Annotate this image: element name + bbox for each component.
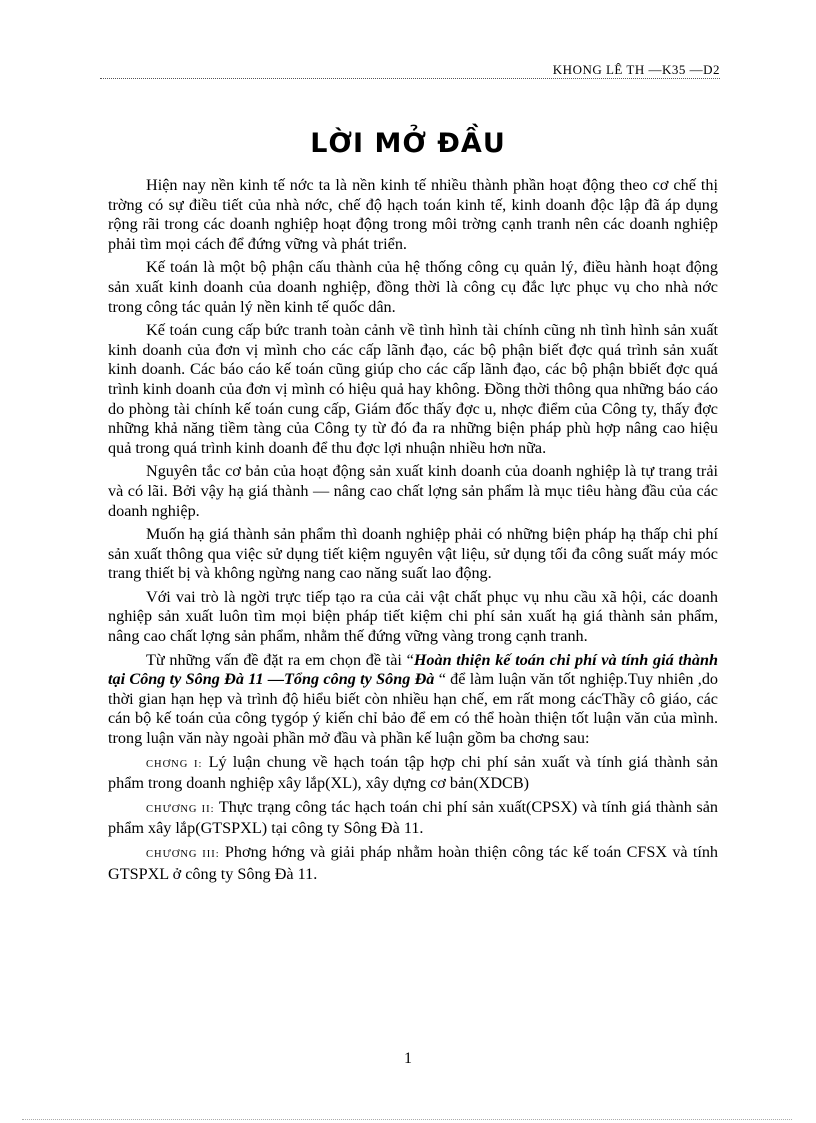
chapter-2-label: CHƯƠNG II:: [146, 803, 215, 815]
paragraph-6: Với vai trò là ngời trực tiếp tạo ra của cải vật chất phục vụ nhu cầu xã hội, các doanh nghiệp sản xuất luôn tìm mọi biện pháp tiết kiệm chi phí sản xuất hạ giá thành sản phẩm, nâng cao chất lợng sản phẩm, nhằm thế đứng vững vàng trong cạnh tranh.: [108, 587, 718, 646]
paragraph-3: Kế toán cung cấp bức tranh toàn cảnh về tình hình tài chính cũng nh tình hình sản xuất kinh doanh của đơn vị mình cho các cấp lãnh đạo, các bộ phận biết đợc quá trình sản xuất kinh doanh. Các báo cáo kế toán cũng giúp cho các cấp lãnh đạo, các bộ phận bbiết đợc quá trình kinh doanh của đơn vị mình có hiệu quả hay không. Đồng thời thông qua những báo cáo do phòng tài chính kế toán cung cấp, Giám đốc thấy đợc u, nhợc điểm của Công ty, thấy đợc những khả năng tiềm tàng của Công ty từ đó đa ra những biện pháp phù hợp nâng cao hiệu quả trong quá trình kinh doanh để thu đợc lợi nhuận nhiều hơn nữa.: [108, 321, 718, 457]
paragraph-1: Hiện nay nền kinh tế nớc ta là nền kinh tế nhiều thành phần hoạt động theo cơ chế thị trờng có sự điều tiết của nhà nớc, chế độ hạch toán kinh tế, kinh doanh độc lập đã áp dụng rộng rãi trong các doanh nghiệp hoạt động trong môi trờng cạnh tranh nên các doanh nghiệp phải tìm mọi cách để đứng vững và phát triển.: [108, 176, 718, 253]
header-text: KHONG LÊ TH —K35 —D2: [552, 62, 720, 77]
paragraph-5: Muốn hạ giá thành sản phẩm thì doanh nghiệp phải có những biện pháp hạ thấp chi phí sản xuất thông qua việc sử dụng tiết kiệm nguyên vật liệu, sử dụng tối đa công suất máy móc trang thiết bị và không ngừng nang cao năng suất lao động.: [108, 525, 718, 583]
topic-rest: “ để làm luận văn tốt nghiệp.Tuy nhiên ,do thời gian hạn hẹp và trình độ hiểu biết còn nhiều hạn chế, em rất mong cácThầy cô giáo, các cán bộ kế toán của công tygóp ý kiến chỉ bảo để em có thể hoàn thiện tốt luận văn của mình. trong luận văn này ngoài phần mở đầu và phần kế luận gồm ba chơng sau:: [108, 670, 719, 748]
topic-paragraph: [108, 651, 718, 749]
document-body: [108, 176, 718, 888]
chapter-1-label: CHƠNG I:: [146, 758, 203, 770]
topic-intro: Từ những vấn đề đặt ra em chọn đề tài “: [146, 650, 414, 669]
chapter-3: [108, 843, 718, 884]
chapter-3-label: CHƯƠNG III:: [146, 849, 220, 860]
chapter-3-text: Phơng hớng và giải pháp nhằm hoàn thiện công tác kế toán CFSX và tính GTSPXL ở công ty Sông Đà 11.: [108, 843, 719, 883]
paragraph-4: Nguyên tắc cơ bản của hoạt động sản xuất kinh doanh của doanh nghiệp là tự trang trải và có lãi. Bởi vậy hạ giá thành — nâng cao chất lợng sản phẩm là mục tiêu hàng đầu của các doanh nghiệp.: [108, 462, 718, 520]
chapter-1: [108, 753, 718, 794]
chapter-1-text: Lý luận chung về hạch toán tập hợp chi phí sản xuất và tính giá thành sản phẩm trong doanh nghiệp xây lắp(XL), xây dựng cơ bản(XDCB): [108, 752, 719, 793]
bottom-rule: [22, 1119, 792, 1120]
paragraph-2: Kế toán là một bộ phận cấu thành của hệ thống công cụ quản lý, điều hành hoạt động sản xuất kinh doanh của doanh nghiệp, đồng thời là công cụ đắc lực phục vụ cho nhà nớc trong công tác quản lý nền kinh tế quốc dân.: [108, 258, 718, 316]
chapter-2: [108, 798, 718, 839]
chapter-2-text: Thực trạng công tác hạch toán chi phí sản xuất(CPSX) và tính giá thành sản phẩm xây lắp(GTSPXL) tại công ty Sông Đà 11.: [108, 797, 718, 838]
document-title: LỜI MỞ ĐẦU: [310, 128, 506, 159]
thesis-topic: Hoàn thiện kế toán chi phí và tính giá thành tại Công ty Sông Đà 11 —Tổng công ty Sông Đà: [108, 650, 718, 689]
page-number: 1: [404, 1050, 412, 1067]
page-header: [100, 58, 720, 79]
